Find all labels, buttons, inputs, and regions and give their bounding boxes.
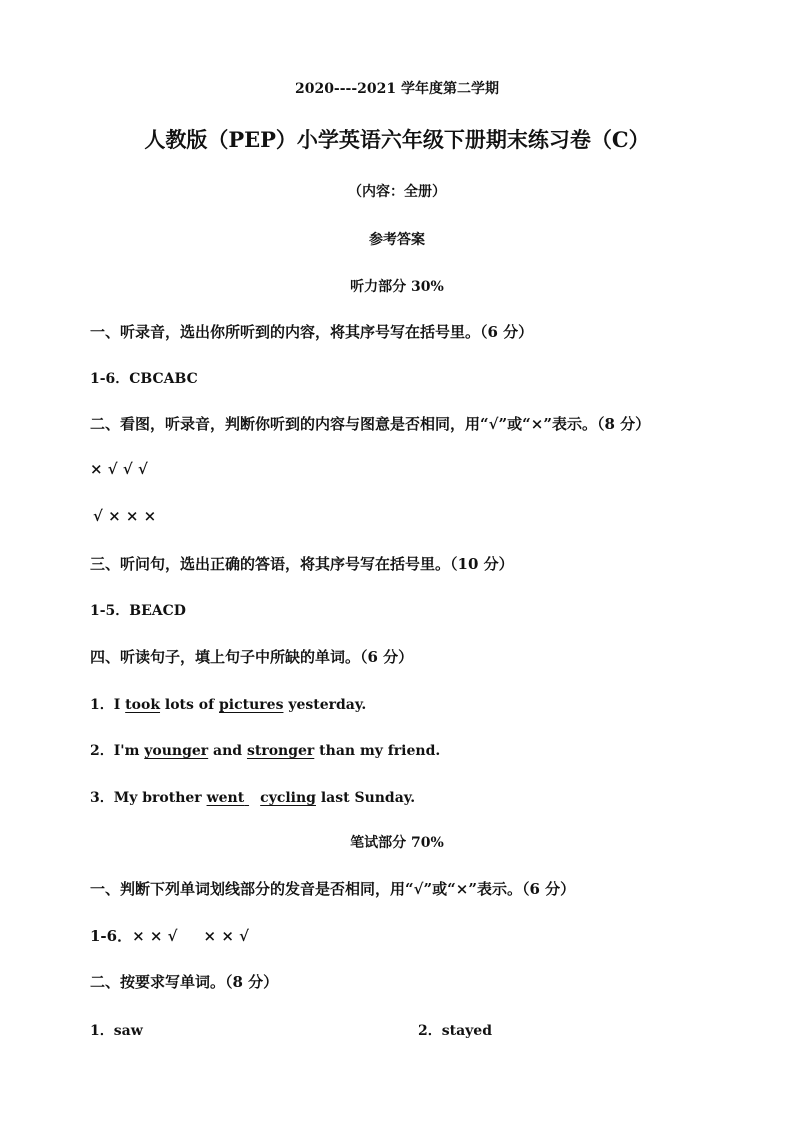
sentence-text: 1．I <box>90 697 126 713</box>
answer-word: took <box>125 697 161 713</box>
listening-q4-sentence-3 <box>90 787 415 807</box>
listening-q1-answer: 1-6．CBCABC <box>90 371 198 387</box>
listening-q4-sentence-1 <box>90 694 366 714</box>
answer-group-1: 1-6．× × √ <box>90 927 178 945</box>
listening-q1-title: 一、听录音，选出你所听到的内容，将其序号写在括号里。（6 分） <box>90 323 534 341</box>
writing-q1-title: 一、判断下列单词划线部分的发音是否相同，用“√”或“×”表示。（6 分） <box>90 880 576 898</box>
answer-word: cycling <box>260 790 316 806</box>
writing-q2-answer-2: 2．stayed <box>418 1023 492 1039</box>
answer-group-2: × × √ <box>203 927 249 945</box>
sentence-text: 3．My brother <box>90 790 207 806</box>
sentence-text: and <box>208 743 247 759</box>
listening-q3-title: 三、听问句，选出正确的答语，将其序号写在括号里。（10 分） <box>90 555 514 573</box>
sentence-text: 2．I'm <box>90 743 145 759</box>
listening-q4-sentence-2 <box>90 740 440 760</box>
content-scope: （内容：全册） <box>348 184 446 200</box>
writing-q2-answer-1: 1．saw <box>90 1023 143 1039</box>
writing-q2-title: 二、按要求写单词。（8 分） <box>90 973 279 991</box>
sentence-text: last Sunday. <box>315 790 416 806</box>
answer-word: younger <box>144 743 209 759</box>
blank-gap <box>244 790 260 806</box>
answer-word: stronger <box>246 743 315 759</box>
listening-section-heading: 听力部分 30% <box>350 279 444 295</box>
sentence-text: than my friend. <box>314 743 441 759</box>
term-line: 2020----2021 学年度第二学期 <box>294 81 500 97</box>
sentence-text: yesterday. <box>283 697 367 713</box>
listening-q2-answer-row-1: × √ √ √ <box>90 460 148 478</box>
document-type: 参考答案 <box>369 232 425 248</box>
writing-section-heading: 笔试部分 70% <box>350 835 444 851</box>
listening-q3-answer: 1-5．BEACD <box>90 603 186 619</box>
writing-q1-answer <box>90 925 249 946</box>
answer-word: pictures <box>219 697 284 713</box>
listening-q2-title: 二、看图，听录音，判断你听到的内容与图意是否相同，用“√”或“×”表示。（8 分） <box>90 415 651 433</box>
sentence-text: lots of <box>160 697 220 713</box>
document-title: 人教版（PEP）小学英语六年级下册期末练习卷（C） <box>144 127 650 152</box>
listening-q4-title: 四、听读句子，填上句子中所缺的单词。（6 分） <box>90 648 414 666</box>
listening-q2-answer-row-2: √ × × × <box>93 507 157 525</box>
answer-word: went <box>206 790 245 806</box>
